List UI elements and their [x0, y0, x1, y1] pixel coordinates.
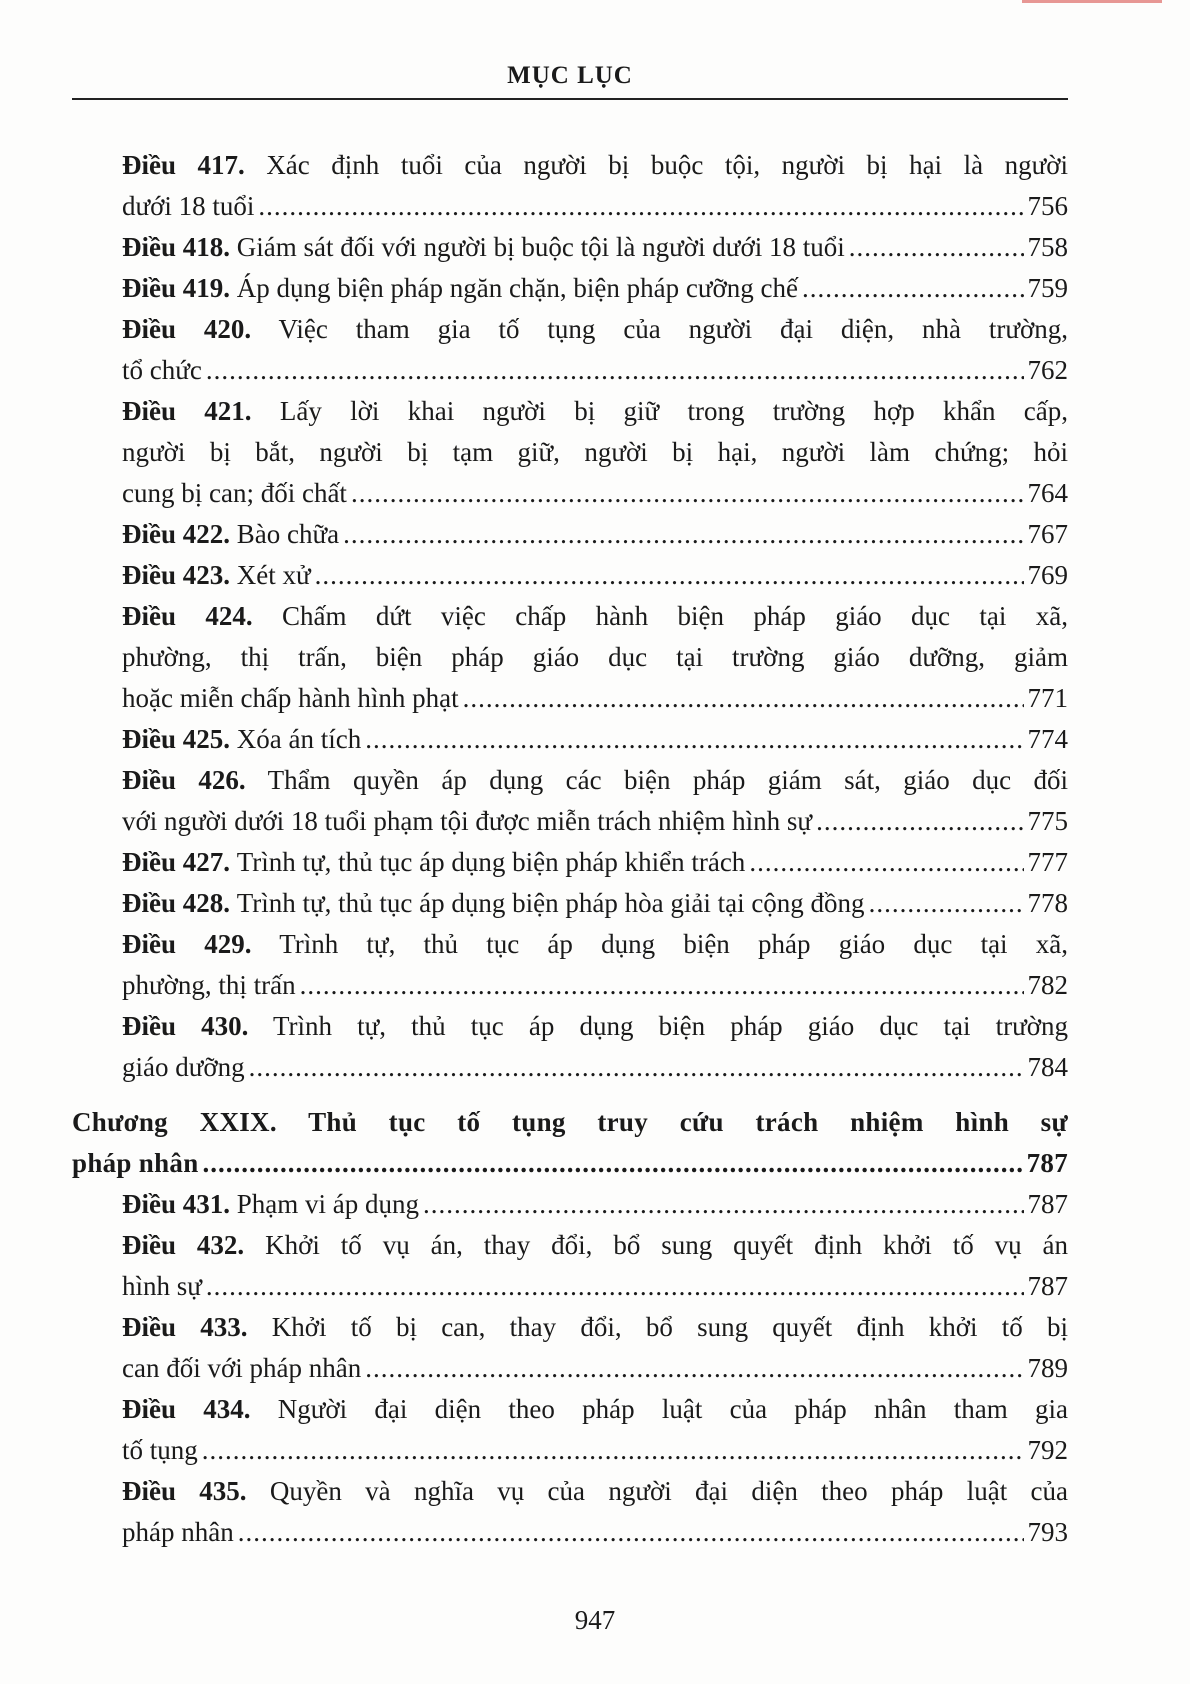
toc-article-entry[interactable] — [72, 514, 1068, 555]
entry-text: Trình tự, thủ tục áp dụng biện pháp khiển trách — [236, 847, 746, 877]
toc-article-entry[interactable] — [72, 719, 1068, 760]
entry-line — [122, 309, 1068, 350]
entry-text: phường, thị trấn, biện pháp giáo dục tại trường giáo dưỡng, giảm — [122, 642, 1068, 672]
entry-line — [122, 596, 1068, 637]
entry-last-line — [122, 268, 1068, 309]
entry-last-line — [122, 1047, 1068, 1088]
entry-label: Điều 432. — [122, 1230, 245, 1260]
entry-label: Điều 417. — [122, 150, 245, 180]
entry-last-line — [122, 1348, 1068, 1389]
dot-leader — [206, 1266, 1024, 1307]
table-of-contents — [72, 145, 1068, 1553]
entry-text: Xóa án tích — [236, 724, 362, 754]
entry-label: Điều 427. — [122, 847, 230, 877]
page-edge-mark — [1022, 0, 1162, 11]
toc-article-entry[interactable] — [72, 309, 1068, 391]
entry-page-number: 771 — [1027, 683, 1068, 713]
dot-leader — [849, 227, 1024, 268]
entry-text: Người đại diện theo pháp luật của pháp nhân tham gia — [277, 1394, 1068, 1424]
entry-text: giáo dưỡng — [122, 1052, 245, 1082]
entry-text: Khởi tố bị can, thay đổi, bổ sung quyết định khởi tố bị — [271, 1312, 1069, 1342]
entry-text: Xác định tuổi của người bị buộc tội, người bị hại là người — [266, 150, 1069, 180]
entry-text: Trình tự, thủ tục áp dụng biện pháp hòa giải tại cộng đồng — [236, 888, 865, 918]
dot-leader — [343, 514, 1023, 555]
entry-label: Điều 423. — [122, 560, 230, 590]
entry-line — [122, 924, 1068, 965]
entry-page-number: 762 — [1027, 355, 1068, 385]
entry-last-line — [122, 842, 1068, 883]
entry-last-line — [122, 350, 1068, 391]
toc-article-entry[interactable] — [72, 1225, 1068, 1307]
entry-label: Điều 431. — [122, 1189, 230, 1219]
entry-label: Điều 434. — [122, 1394, 251, 1424]
entry-page-number: 769 — [1027, 560, 1068, 590]
entry-line — [122, 1389, 1068, 1430]
dot-leader — [365, 1348, 1023, 1389]
entry-page-number: 787 — [1027, 1271, 1068, 1301]
dot-leader — [315, 555, 1024, 596]
toc-article-entry[interactable] — [72, 1006, 1068, 1088]
entry-text: Áp dụng biện pháp ngăn chặn, biện pháp cưỡng chế — [236, 273, 799, 303]
entry-label: Điều 429. — [122, 929, 252, 959]
entry-page-number: 782 — [1027, 970, 1068, 1000]
dot-leader — [202, 1430, 1024, 1471]
entry-text: Xét xử — [236, 560, 311, 590]
entry-text: tố tụng — [122, 1435, 198, 1465]
entry-last-line — [122, 514, 1068, 555]
toc-article-entry[interactable] — [72, 883, 1068, 924]
entry-last-line — [72, 1143, 1068, 1184]
entry-page-number: 756 — [1027, 191, 1068, 221]
entry-label: Điều 419. — [122, 273, 230, 303]
entry-last-line — [122, 186, 1068, 227]
entry-label: Điều 422. — [122, 519, 230, 549]
entry-text: Bào chữa — [236, 519, 340, 549]
entry-label: Điều 433. — [122, 1312, 248, 1342]
entry-line — [122, 432, 1068, 473]
toc-article-entry[interactable] — [72, 924, 1068, 1006]
toc-article-entry[interactable] — [72, 1389, 1068, 1471]
entry-text: Khởi tố vụ án, thay đổi, bổ sung quyết định khởi tố vụ án — [265, 1230, 1069, 1260]
dot-leader — [365, 719, 1023, 760]
entry-text: Phạm vi áp dụng — [236, 1189, 419, 1219]
entry-page-number: 787 — [1026, 1148, 1068, 1178]
entry-text: người bị bắt, người bị tạm giữ, người bị hại, người làm chứng; hỏi — [122, 437, 1068, 467]
entry-text: dưới 18 tuổi — [122, 191, 255, 221]
entry-line — [122, 145, 1068, 186]
dot-leader — [258, 186, 1023, 227]
entry-last-line — [122, 719, 1068, 760]
entry-label: Điều 425. — [122, 724, 230, 754]
toc-article-entry[interactable] — [72, 842, 1068, 883]
entry-text: Thẩm quyền áp dụng các biện pháp giám sát, giáo dục đối — [267, 765, 1069, 795]
entry-page-number: 777 — [1027, 847, 1068, 877]
entry-page-number: 793 — [1027, 1517, 1068, 1547]
entry-page-number: 774 — [1027, 724, 1068, 754]
toc-article-entry[interactable] — [72, 760, 1068, 842]
dot-leader — [423, 1184, 1024, 1225]
entry-line — [122, 637, 1068, 678]
entry-text: Giám sát đối với người bị buộc tội là người dưới 18 tuổi — [236, 232, 845, 262]
entry-last-line — [122, 1266, 1068, 1307]
header-title: MỤC LỤC — [507, 62, 633, 89]
page-header — [72, 62, 1068, 90]
entry-text: với người dưới 18 tuổi phạm tội được miễn trách nhiệm hình sự — [122, 806, 813, 836]
entry-last-line — [122, 678, 1068, 719]
toc-article-entry[interactable] — [72, 555, 1068, 596]
entry-page-number: 789 — [1027, 1353, 1068, 1383]
entry-line — [122, 760, 1068, 801]
entry-text: Chấm dứt việc chấp hành biện pháp giáo dục tại xã, — [282, 601, 1069, 631]
entry-line — [122, 1006, 1068, 1047]
toc-article-entry[interactable] — [72, 391, 1068, 514]
entry-last-line — [122, 1184, 1068, 1225]
page-number: 947 — [574, 1605, 616, 1635]
entry-last-line — [122, 801, 1068, 842]
toc-article-entry[interactable] — [72, 145, 1068, 227]
toc-article-entry[interactable] — [72, 596, 1068, 719]
entry-page-number: 767 — [1027, 519, 1068, 549]
entry-last-line — [122, 883, 1068, 924]
entry-label: Điều 430. — [122, 1011, 249, 1041]
toc-article-entry[interactable] — [72, 1471, 1068, 1553]
entry-page-number: 784 — [1027, 1052, 1068, 1082]
page-footer — [0, 1605, 1190, 1636]
entry-label: Điều 420. — [122, 314, 252, 344]
dot-leader — [351, 473, 1024, 514]
entry-page-number: 775 — [1027, 806, 1068, 836]
dot-leader — [802, 268, 1023, 309]
entry-text: Trình tự, thủ tục áp dụng biện pháp giáo dục tại trường — [273, 1011, 1069, 1041]
dot-leader — [816, 801, 1023, 842]
entry-text: cung bị can; đối chất — [122, 478, 347, 508]
entry-page-number: 759 — [1027, 273, 1068, 303]
entry-line — [72, 1102, 1068, 1143]
entry-page-number: 778 — [1027, 888, 1068, 918]
entry-last-line — [122, 555, 1068, 596]
dot-leader — [300, 965, 1024, 1006]
entry-text: pháp nhân — [122, 1517, 234, 1547]
entry-text: Quyền và nghĩa vụ của người đại diện theo pháp luật của — [269, 1476, 1068, 1506]
entry-last-line — [122, 473, 1068, 514]
entry-last-line — [122, 1430, 1068, 1471]
entry-text: pháp nhân — [72, 1148, 199, 1178]
entry-text: hoặc miễn chấp hành hình phạt — [122, 683, 459, 713]
entry-label: Điều 418. — [122, 232, 230, 262]
entry-page-number: 764 — [1027, 478, 1068, 508]
entry-last-line — [122, 1512, 1068, 1553]
header-rule — [72, 98, 1068, 100]
entry-text: tổ chức — [122, 355, 202, 385]
entry-text: phường, thị trấn — [122, 970, 296, 1000]
toc-article-entry[interactable] — [72, 227, 1068, 268]
entry-label: Điều 428. — [122, 888, 230, 918]
dot-leader — [869, 883, 1024, 924]
entry-last-line — [122, 227, 1068, 268]
entry-text: can đối với pháp nhân — [122, 1353, 362, 1383]
dot-leader — [249, 1047, 1024, 1088]
entry-text: Lấy lời khai người bị giữ trong trường hợp khẩn cấp, — [279, 396, 1069, 426]
toc-chapter-entry[interactable] — [72, 1102, 1068, 1184]
entry-last-line — [122, 965, 1068, 1006]
entry-page-number: 787 — [1027, 1189, 1068, 1219]
dot-leader — [238, 1512, 1024, 1553]
entry-page-number: 758 — [1027, 232, 1068, 262]
toc-article-entry[interactable] — [72, 268, 1068, 309]
dot-leader — [206, 350, 1024, 391]
toc-article-entry[interactable] — [72, 1307, 1068, 1389]
entry-text: Trình tự, thủ tục áp dụng biện pháp giáo dục tại xã, — [279, 929, 1068, 959]
entry-label: Điều 426. — [122, 765, 246, 795]
entry-text: Chương XXIX. Thủ tục tố tụng truy cứu trách nhiệm hình sự — [72, 1107, 1068, 1137]
entry-label: Điều 435. — [122, 1476, 247, 1506]
entry-text: hình sự — [122, 1271, 202, 1301]
chapter-gap — [72, 1088, 1068, 1102]
entry-line — [122, 1471, 1068, 1512]
entry-text: Việc tham gia tố tụng của người đại diện, nhà trường, — [278, 314, 1069, 344]
entry-label: Điều 424. — [122, 601, 253, 631]
entry-page-number: 792 — [1027, 1435, 1068, 1465]
entry-line — [122, 1225, 1068, 1266]
toc-article-entry[interactable] — [72, 1184, 1068, 1225]
entry-line — [122, 391, 1068, 432]
entry-line — [122, 1307, 1068, 1348]
dot-leader — [203, 1143, 1023, 1184]
entry-label: Điều 421. — [122, 396, 252, 426]
dot-leader — [463, 678, 1024, 719]
dot-leader — [749, 842, 1023, 883]
